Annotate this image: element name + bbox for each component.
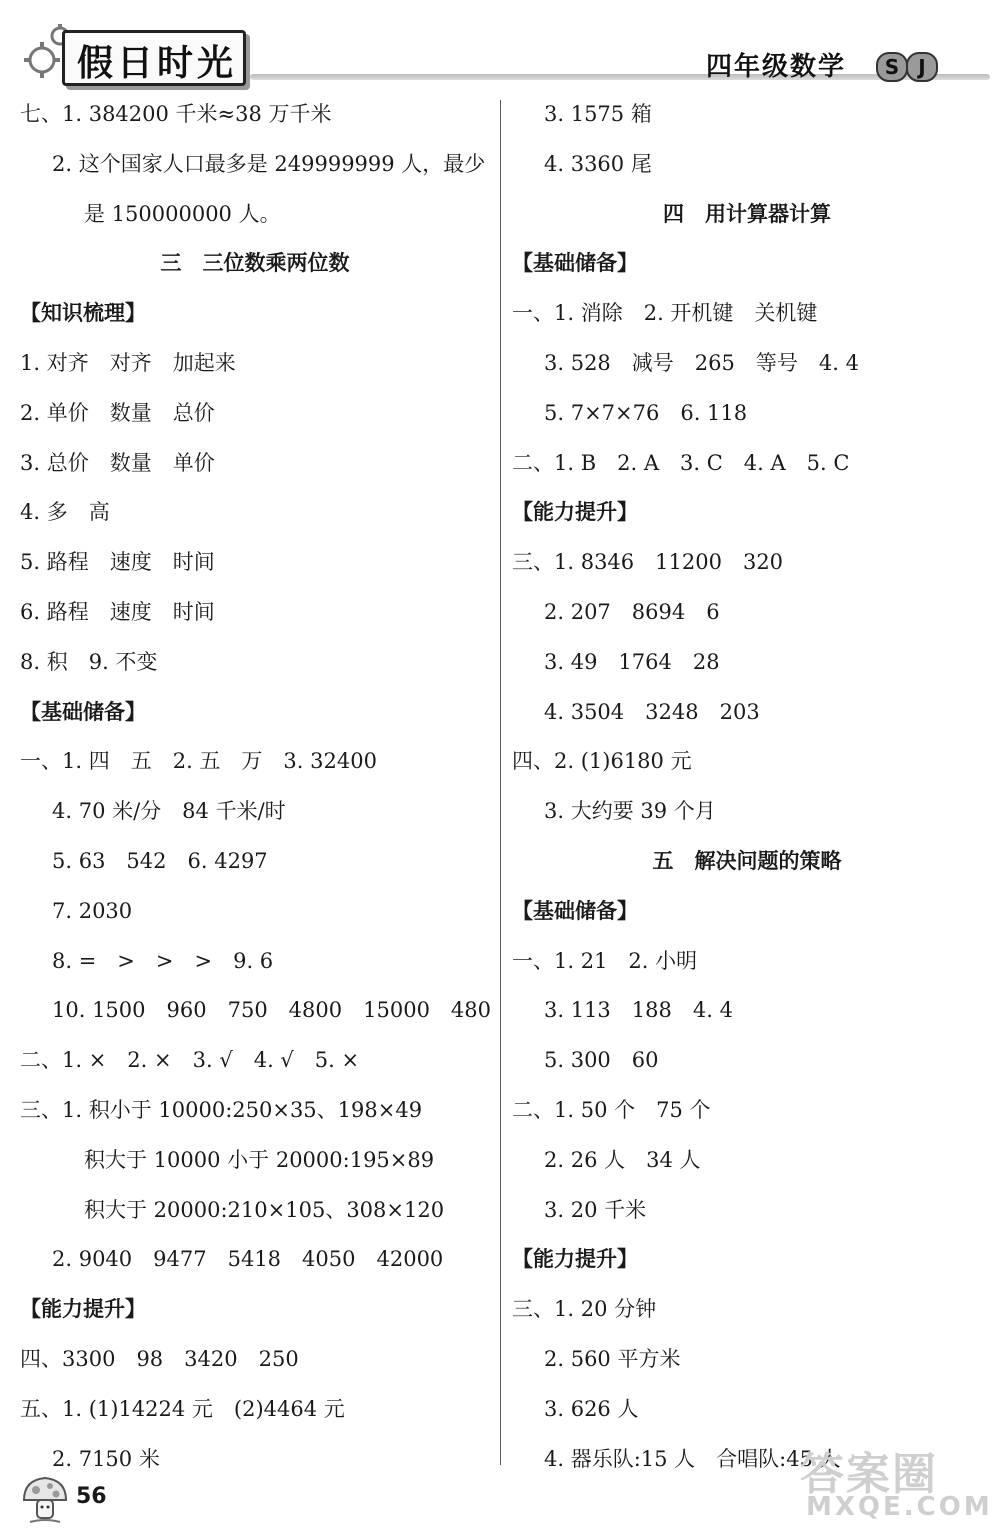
right-column-line: 四、2. (1)6180 元 bbox=[512, 749, 692, 774]
left-column-line: 2. 单价 数量 总价 bbox=[20, 400, 215, 425]
right-column-line: 二、1. B 2. A 3. C 4. A 5. C bbox=[512, 450, 850, 475]
right-column-line: 【能力提升】 bbox=[512, 1247, 638, 1272]
right-column-line: 3. 20 千米 bbox=[544, 1197, 647, 1222]
right-column-line: 3. 626 人 bbox=[544, 1396, 639, 1421]
mushroom-icon bbox=[20, 1474, 70, 1526]
badge-j: J bbox=[906, 52, 938, 82]
watermark-sub: MXQE.COM bbox=[806, 1492, 993, 1522]
logo bbox=[62, 30, 246, 86]
right-column-line: 3. 113 188 4. 4 bbox=[544, 998, 733, 1023]
left-column-line: 4. 70 米/分 84 千米/时 bbox=[52, 799, 286, 824]
left-column-line: 二、1. × 2. × 3. √ 4. √ 5. × bbox=[20, 1048, 360, 1073]
right-column-line: 3. 大约要 39 个月 bbox=[544, 799, 716, 824]
column-divider bbox=[500, 100, 501, 1465]
left-column-line: 1. 对齐 对齐 加起来 bbox=[20, 350, 236, 375]
logo-text: 假日时光 bbox=[77, 43, 238, 84]
right-column-line: 四 用计算器计算 bbox=[663, 201, 831, 226]
right-column-line: 三、1. 20 分钟 bbox=[512, 1297, 657, 1322]
left-column-line: 5. 路程 速度 时间 bbox=[20, 550, 215, 575]
left-column-line: 5. 63 542 6. 4297 bbox=[52, 848, 268, 873]
right-column bbox=[512, 90, 982, 1484]
right-column-line: 3. 528 减号 265 等号 4. 4 bbox=[544, 350, 859, 375]
right-column-line: 3. 49 1764 28 bbox=[544, 649, 720, 674]
left-column-line: 8. 积 9. 不变 bbox=[20, 649, 158, 674]
right-column-line: 2. 560 平方米 bbox=[544, 1346, 681, 1371]
right-column-line: 2. 26 人 34 人 bbox=[544, 1147, 701, 1172]
left-column-line: 积大于 10000 小于 20000:195×89 bbox=[84, 1147, 435, 1172]
right-column-line: 5. 7×7×76 6. 118 bbox=[544, 400, 748, 425]
left-column bbox=[20, 90, 490, 1484]
right-column-line: 3. 1575 箱 bbox=[544, 102, 652, 126]
right-column-line: 【基础储备】 bbox=[512, 898, 638, 923]
left-column-line: 8. = > > > 9. 6 bbox=[52, 948, 274, 973]
right-column-line: 一、1. 21 2. 小明 bbox=[512, 948, 698, 973]
left-column-line: 【基础储备】 bbox=[20, 699, 146, 724]
right-column-line: 4. 器乐队:15 人 合唱队:45 人 bbox=[544, 1446, 841, 1471]
left-column-line: 【能力提升】 bbox=[20, 1297, 146, 1322]
right-column-line: 4. 3504 3248 203 bbox=[544, 699, 760, 724]
left-column-line: 3. 总价 数量 单价 bbox=[20, 450, 215, 475]
left-column-line: 四、3300 98 3420 250 bbox=[20, 1346, 299, 1371]
right-column-line: 2. 207 8694 6 bbox=[544, 599, 720, 624]
left-column-line: 是 150000000 人。 bbox=[84, 201, 281, 226]
page-header bbox=[0, 0, 1000, 95]
left-column-line: 4. 多 高 bbox=[20, 500, 110, 525]
left-column-line: 三 三位数乘两位数 bbox=[160, 251, 350, 276]
right-column-line: 4. 3360 尾 bbox=[544, 151, 652, 176]
left-column-line: 6. 路程 速度 时间 bbox=[20, 599, 215, 624]
watermark-main: 答案圈 bbox=[800, 1449, 938, 1500]
left-column-line: 2. 7150 米 bbox=[52, 1446, 160, 1471]
left-column-line: 三、1. 积小于 10000:250×35、198×49 bbox=[20, 1097, 423, 1122]
right-column-line: 【基础储备】 bbox=[512, 251, 638, 276]
badge-s: S bbox=[876, 52, 908, 82]
left-column-line: 10. 1500 960 750 4800 15000 480 bbox=[52, 998, 492, 1023]
page-number: 56 bbox=[76, 1484, 107, 1509]
left-column-line: 【知识梳理】 bbox=[20, 301, 146, 326]
left-column-line: 2. 这个国家人口最多是 249999999 人，最少 bbox=[52, 151, 486, 176]
left-column-line: 2. 9040 9477 5418 4050 42000 bbox=[52, 1247, 444, 1272]
grade-title: 四年级数学 bbox=[706, 52, 847, 82]
right-column-line: 三、1. 8346 11200 320 bbox=[512, 550, 784, 575]
right-column-line: 5. 300 60 bbox=[544, 1048, 659, 1073]
right-column-line: 二、1. 50 个 75 个 bbox=[512, 1097, 711, 1122]
right-column-line: 一、1. 消除 2. 开机键 关机键 bbox=[512, 301, 818, 326]
right-column-line: 五 解决问题的策略 bbox=[652, 848, 842, 873]
left-column-line: 五、1. (1)14224 元 (2)4464 元 bbox=[20, 1396, 345, 1421]
left-column-line: 7. 2030 bbox=[52, 898, 133, 923]
left-column-line: 七、1. 384200 千米≈38 万千米 bbox=[20, 102, 332, 126]
right-column-line: 【能力提升】 bbox=[512, 500, 638, 525]
left-column-line: 积大于 20000:210×105、308×120 bbox=[84, 1197, 445, 1222]
left-column-line: 一、1. 四 五 2. 五 万 3. 32400 bbox=[20, 749, 377, 774]
